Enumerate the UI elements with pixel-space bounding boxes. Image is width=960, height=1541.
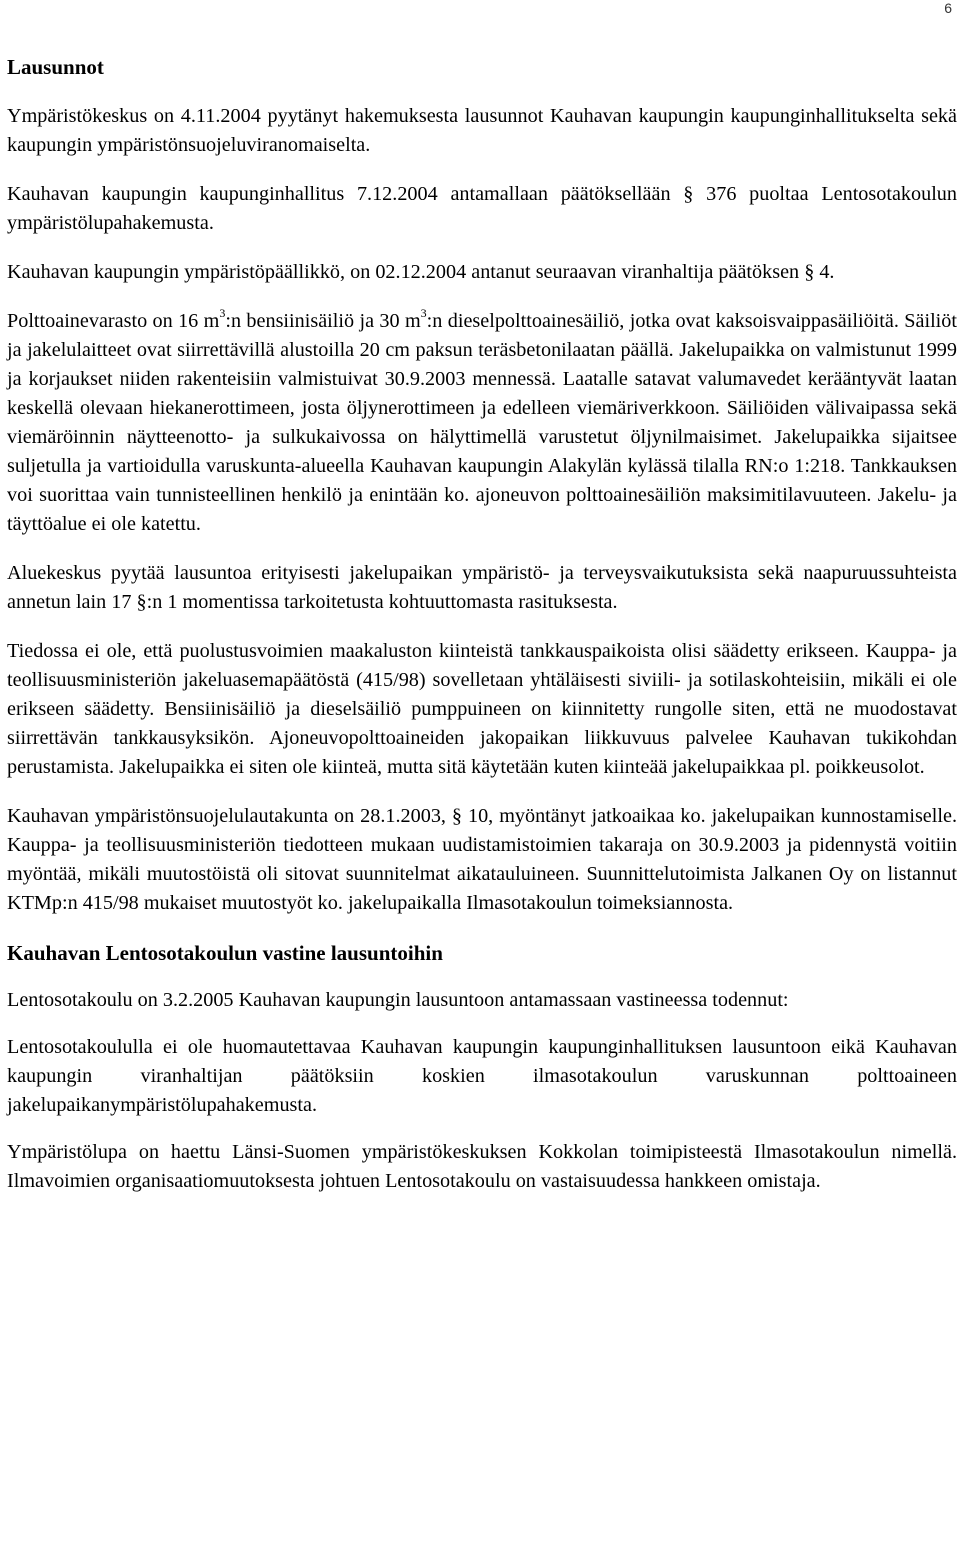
paragraph-fuel-storage [7,307,957,539]
paragraph-regional-centre-request: Aluekeskus pyytää lausuntoa erityisesti jakelupaikan ympäristö- ja terveysvaikutuksista sekä naapuruussuhteista annetun lain 17 §:n 1 momentissa tarkoitetusta kohtuuttomasta rasituksesta. [7,562,957,613]
fuel-storage-text-a: Polttoainevarasto on 16 m [7,310,220,332]
page-number: 6 [944,0,952,16]
superscript-cubic: 3 [219,306,226,320]
paragraph-request-statements: Ympäristökeskus on 4.11.2004 pyytänyt hakemuksesta lausunnot Kauhavan kaupungin kaupunginhallitukselta sekä kaupungin ympäristönsuojeluviranomaiselta. [7,105,957,156]
section-heading-lausunnot: Lausunnot [7,55,104,79]
fuel-storage-text-c: :n dieselpolttoainesäiliö, jotka ovat kaksoisvaippasäiliöitä. Säiliöt ja jakelulaitteet ovat siirrettävillä alustoilla 20 cm paksun teräsbetonilaatan päällä. Jakelupaikka on valmistunut 1999 ja korjaukset niiden rakenteisiin valmistuivat 30.9.2003 mennessä. Laatalle satavat valumavedet kerääntyvät laatan keskellä olevaan hiekanerottimeen, josta öljynerottimeen ja edelleen viemäriverkkoon. Säiliöiden välivaipassa sekä viemäröinnin näytteenotto- ja sulkukaivossa on hälyttimellä varustetut öljynilmaisimet. Jakelupaikka sijaitsee suljetulla ja vartioidulla varuskunta-alueella Kauhavan kaupungin Alakylän kylässä tilalla RN:o 1:218. Tankkauksen voi suorittaa vain tunnisteellinen henkilö ja enintään ko. ajoneuvon polttoainesäiliön maksimitilavuuteen. Jakelu- ja täyttöalue ei ole katettu. [7,310,957,535]
document-body [7,52,957,1216]
paragraph-permit-owner: Ympäristölupa on haettu Länsi-Suomen ympäristökeskuksen Kokkolan toimipisteestä Ilmasotakoulun nimellä. Ilmavoimien organisaatiomuutoksesta johtuen Lentosotakoulu on vastaisuudessa hankkeen omistaja. [7,1141,957,1192]
paragraph-regulations: Tiedossa ei ole, että puolustusvoimien maakaluston kiinteistä tankkauspaikoista olisi säädetty erikseen. Kauppa- ja teollisuusministeriön jakeluasemapäätöstä (415/98) sovelletaan yhtäläisesti siviili- ja sotilaskohteisiin, mikäli ei ole erikseen säädetty. Bensiinisäiliö ja dieselsäiliö pumppuineen on kiinnitetty rungolle siten, että ne muodostavat siirrettävän tankkausyksikön. Ajoneuvopolttoaineiden jakopaikan liikkuvuus palvelee Kauhavan tukikohdan perustamista. Jakelupaikka ei siten ole kiinteä, mutta sitä käytetään kuten kiinteää jakelupaikkaa pl. poikkeusolot. [7,640,957,778]
fuel-storage-text-b: :n bensiinisäiliö ja 30 m [225,310,421,332]
paragraph-response-intro: Lentosotakoulu on 3.2.2005 Kauhavan kaupungin lausuntoon antamassaan vastineessa todennut: [7,989,789,1011]
superscript-cubic: 3 [420,306,427,320]
section-heading-vastine: Kauhavan Lentosotakoulun vastine lausuntoihin [7,941,443,965]
paragraph-no-remarks: Lentosotakoululla ei ole huomautettavaa Kauhavan kaupungin kaupunginhallituksen lausuntoon eikä Kauhavan kaupungin viranhaltijan päätöksiin koskien ilmasotakoulun varuskunnan polttoaineen jakelupaikanympäristölupahakemusta. [7,1036,957,1116]
paragraph-environment-manager: Kauhavan kaupungin ympäristöpäällikkö, on 02.12.2004 antanut seuraavan viranhaltija päätöksen § 4. [7,261,835,283]
paragraph-extension: Kauhavan ympäristönsuojelulautakunta on 28.1.2003, § 10, myöntänyt jatkoaikaa ko. jakelupaikan kunnostamiselle. Kauppa- ja teollisuusministeriön tiedotteen mukaan uudistamistoimien takaraja on 30.9.2003 ja pidennystä voitiin myöntää, mikäli muutostöistä oli sitovat suunnitelmat aikatauluineen. Suunnittelutoimista Jalkanen Oy on listannut KTMp:n 415/98 mukaiset muutostyöt ko. jakelupaikalla Ilmasotakoulun toimeksiannosta. [7,805,957,914]
paragraph-city-board: Kauhavan kaupungin kaupunginhallitus 7.12.2004 antamallaan päätöksellään § 376 puoltaa Lentosotakoulun ympäristölupahakemusta. [7,183,957,234]
